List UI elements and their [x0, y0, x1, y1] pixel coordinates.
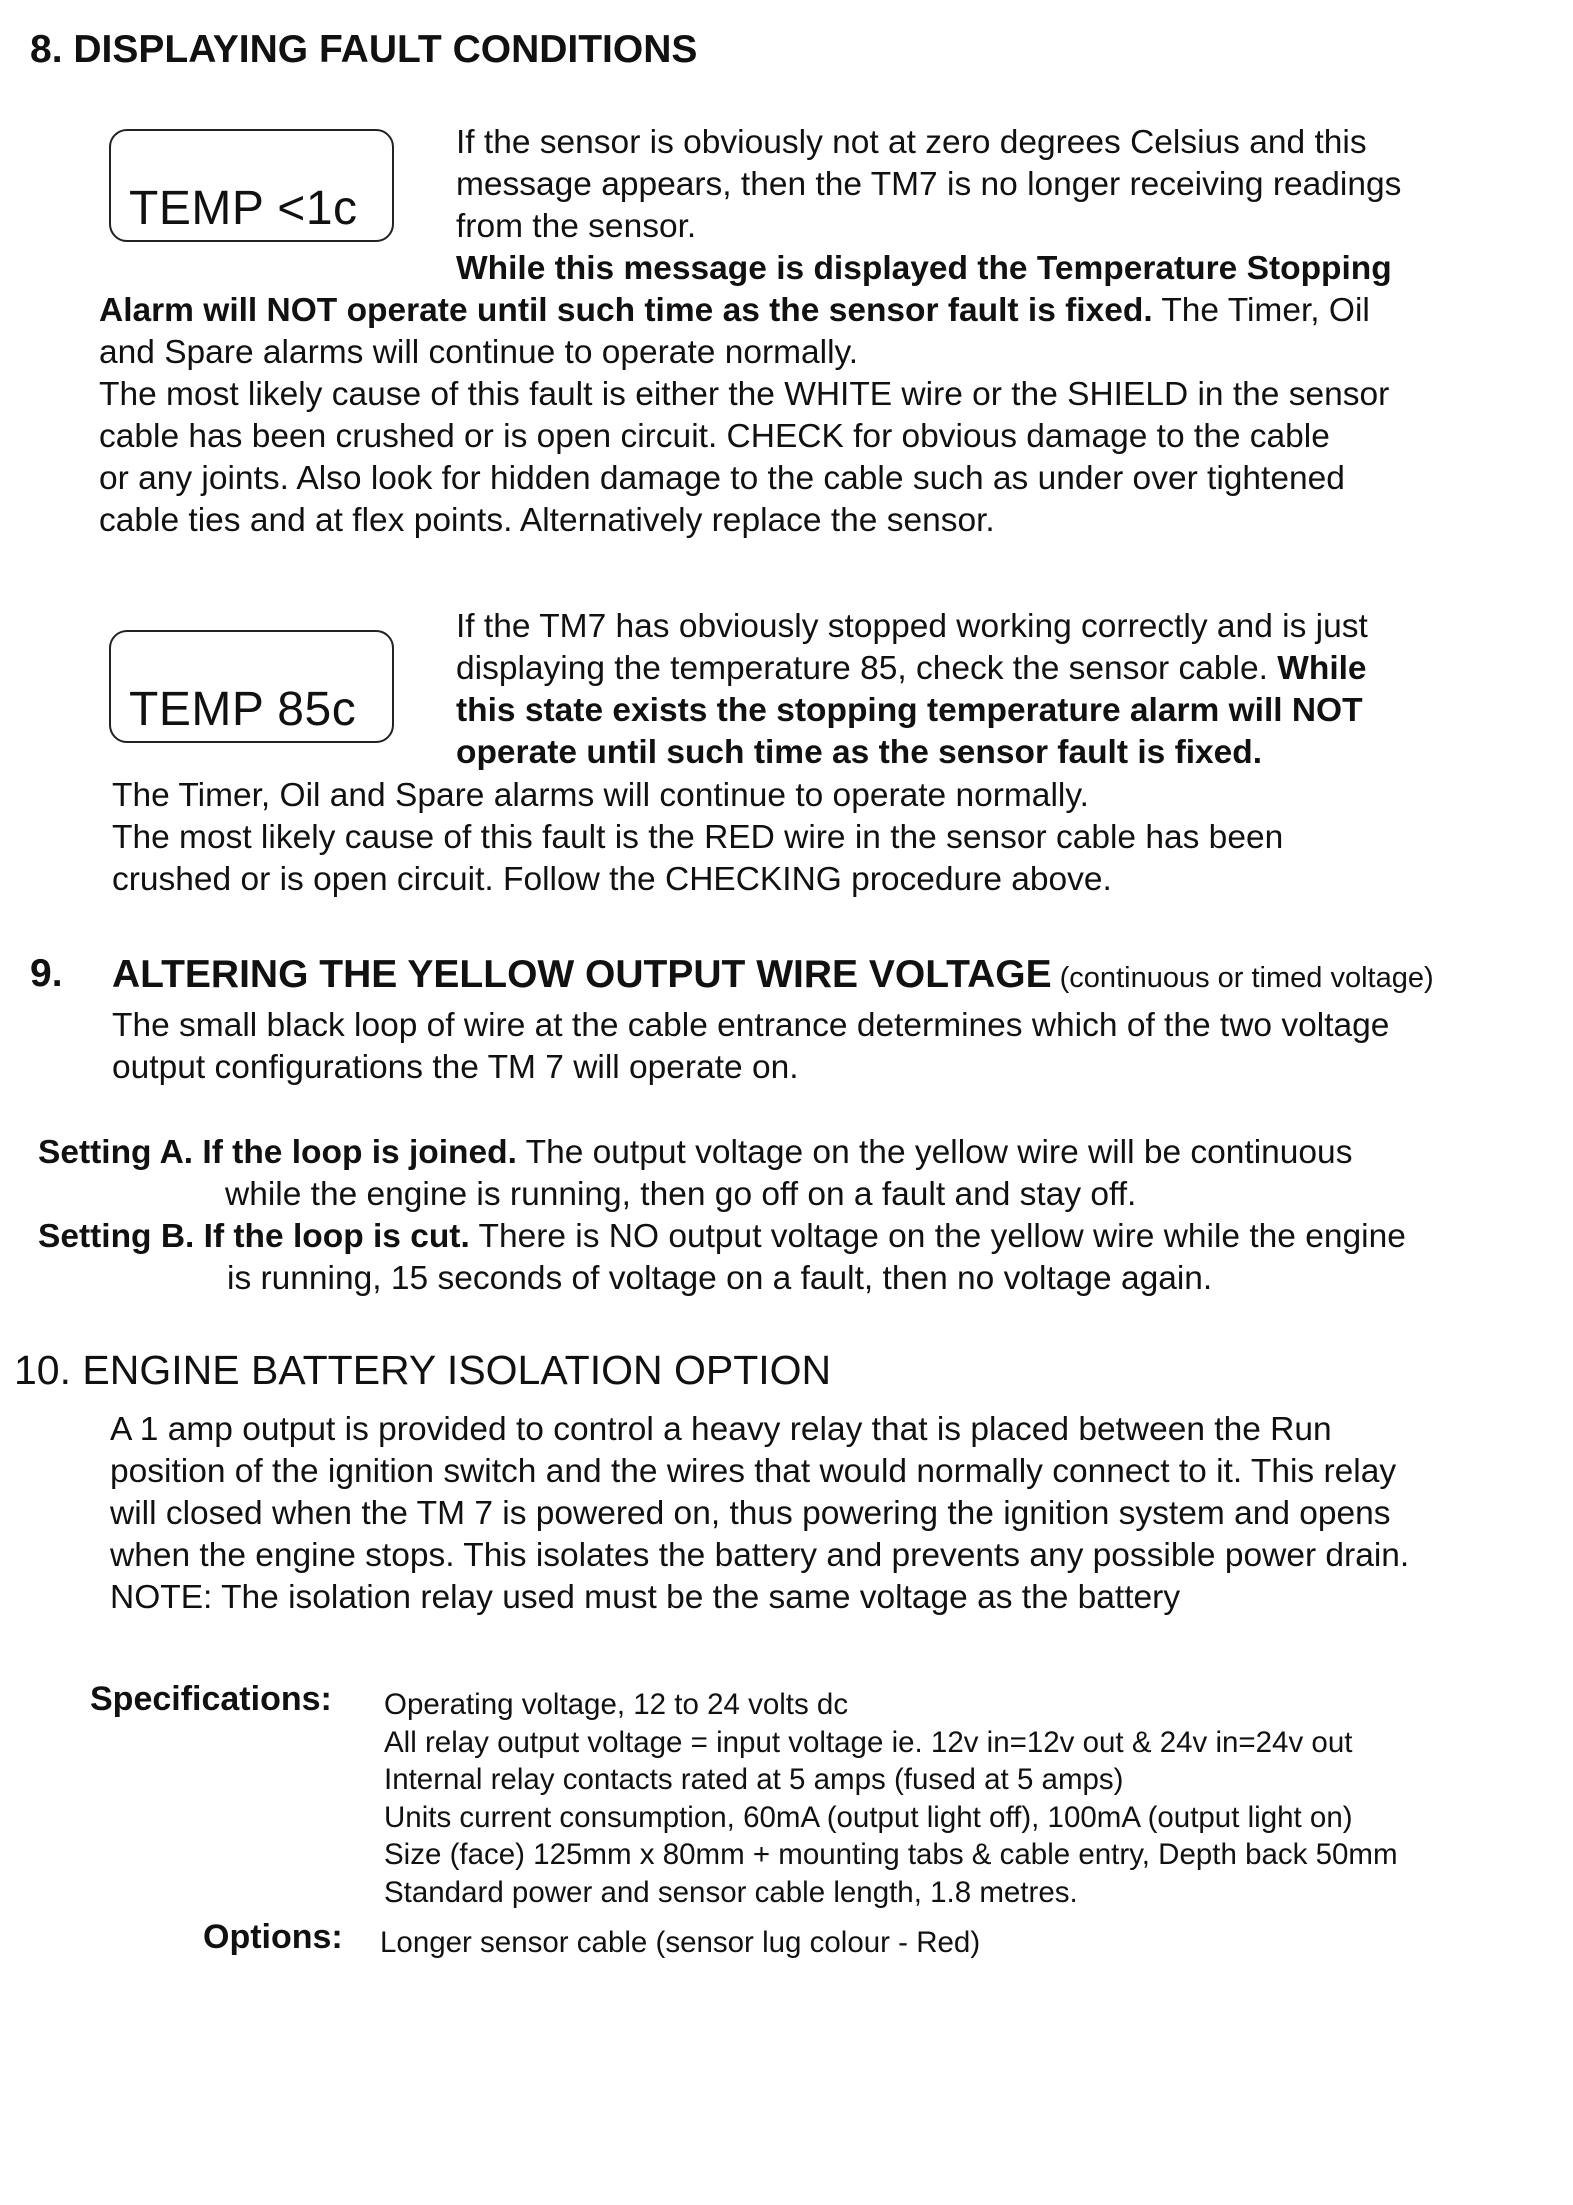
text-line: from the sensor. [456, 208, 697, 245]
text-line: The most likely cause of this fault is either the WHITE wire or the SHIELD in the sensor [99, 376, 1390, 413]
paragraph-sensor-zero [456, 122, 1401, 290]
specifications-list [384, 1686, 1398, 1911]
text-line: The Timer, Oil and Spare alarms will continue to operate normally. [112, 777, 1089, 814]
section-9-intro [112, 1005, 1389, 1089]
text-line: cable ties and at flex points. Alternatively replace the sensor. [99, 502, 995, 539]
text-line: cable has been crushed or is open circuit. CHECK for obvious damage to the cable [99, 418, 1330, 455]
text-line: when the engine stops. This isolates the battery and prevents any possible power drain. [110, 1537, 1410, 1574]
section-8-title: 8. DISPLAYING FAULT CONDITIONS [30, 28, 698, 71]
text-line: crushed or is open circuit. Follow the CHECKING procedure above. [112, 861, 1112, 898]
warning-line: this state exists the stopping temperature alarm will NOT [456, 692, 1363, 729]
text-span: The Timer, Oil [1152, 292, 1370, 329]
text-line: position of the ignition switch and the wires that would normally connect to it. This relay [110, 1453, 1397, 1490]
section-10-body [110, 1409, 1409, 1619]
text-line: If the sensor is obviously not at zero degrees Celsius and this [456, 124, 1367, 161]
section-9-number: 9. [30, 952, 63, 995]
title-text: ALTERING THE YELLOW OUTPUT WIRE VOLTAGE [112, 953, 1052, 996]
lcd-text: TEMP <1c [129, 182, 358, 235]
text-span: There is NO output voltage on the yellow wire while the engine [469, 1218, 1406, 1255]
section-9-title [112, 953, 1434, 997]
setting-a-label: Setting A. If the loop is joined. [38, 1134, 517, 1171]
spec-item: Standard power and sensor cable length, 1.8 metres. [384, 1875, 1078, 1909]
options-text: Longer sensor cable (sensor lug colour - Red) [380, 1926, 981, 1959]
text-span: displaying the temperature 85, check the sensor cable. [456, 650, 1278, 687]
text-line: message appears, then the TM7 is no longer receiving readings [456, 166, 1402, 203]
warning-text: While [1277, 650, 1367, 687]
text-line: The most likely cause of this fault is the RED wire in the sensor cable has been [112, 819, 1284, 856]
spec-item: Units current consumption, 60mA (output light off), 100mA (output light on) [384, 1800, 1353, 1834]
options-label: Options: [203, 1918, 343, 1956]
text-line: A 1 amp output is provided to control a heavy relay that is placed between the Run [110, 1411, 1332, 1448]
text-line: is running, 15 seconds of voltage on a fault, then no voltage again. [227, 1260, 1213, 1297]
warning-line: While this message is displayed the Temperature Stopping [456, 250, 1392, 287]
text-line: The small black loop of wire at the cable entrance determines which of the two voltage [112, 1007, 1390, 1044]
paragraph-temp-85 [456, 606, 1368, 774]
specifications-label: Specifications: [90, 1680, 332, 1718]
text-line: and Spare alarms will continue to operate normally. [99, 334, 859, 371]
text-line: output configurations the TM 7 will operate on. [112, 1049, 799, 1086]
text-line: NOTE: The isolation relay used must be the same voltage as the battery [110, 1579, 1181, 1616]
lcd-display-temp-low [109, 129, 394, 242]
lcd-display-temp-85 [109, 630, 394, 743]
text-line [38, 1132, 1352, 1174]
spec-item: Internal relay contacts rated at 5 amps (fused at 5 amps) [384, 1763, 1124, 1796]
text-line: or any joints. Also look for hidden damage to the cable such as under over tightened [99, 460, 1345, 497]
text-line: If the TM7 has obviously stopped working correctly and is just [456, 608, 1368, 645]
paragraph-temp-85-cont [112, 775, 1283, 901]
text-line: will closed when the TM 7 is powered on, thus powering the ignition system and opens [110, 1495, 1391, 1532]
setting-b [38, 1216, 1406, 1300]
setting-a [38, 1132, 1352, 1216]
spec-item: Size (face) 125mm x 80mm + mounting tabs & cable entry, Depth back 50mm [384, 1838, 1398, 1871]
text-line [456, 648, 1368, 690]
text-span: The output voltage on the yellow wire will be continuous [516, 1134, 1353, 1171]
section-10-title: 10. ENGINE BATTERY ISOLATION OPTION [14, 1347, 832, 1393]
text-line [99, 290, 1389, 332]
spec-item: Operating voltage, 12 to 24 volts dc [384, 1688, 849, 1721]
text-line: while the engine is running, then go off on a fault and stay off. [225, 1176, 1137, 1213]
setting-b-label: Setting B. If the loop is cut. [38, 1218, 470, 1255]
warning-text: Alarm will NOT operate until such time as the sensor fault is fixed. [99, 292, 1153, 329]
text-line [38, 1216, 1406, 1258]
spec-item: All relay output voltage = input voltage ie. 12v in=12v out & 24v in=24v out [384, 1725, 1353, 1759]
lcd-text: TEMP 85c [129, 683, 357, 736]
title-note: (continuous or timed voltage) [1051, 962, 1434, 994]
warning-line: operate until such time as the sensor fault is fixed. [456, 734, 1263, 771]
paragraph-sensor-zero-cont [99, 290, 1389, 542]
